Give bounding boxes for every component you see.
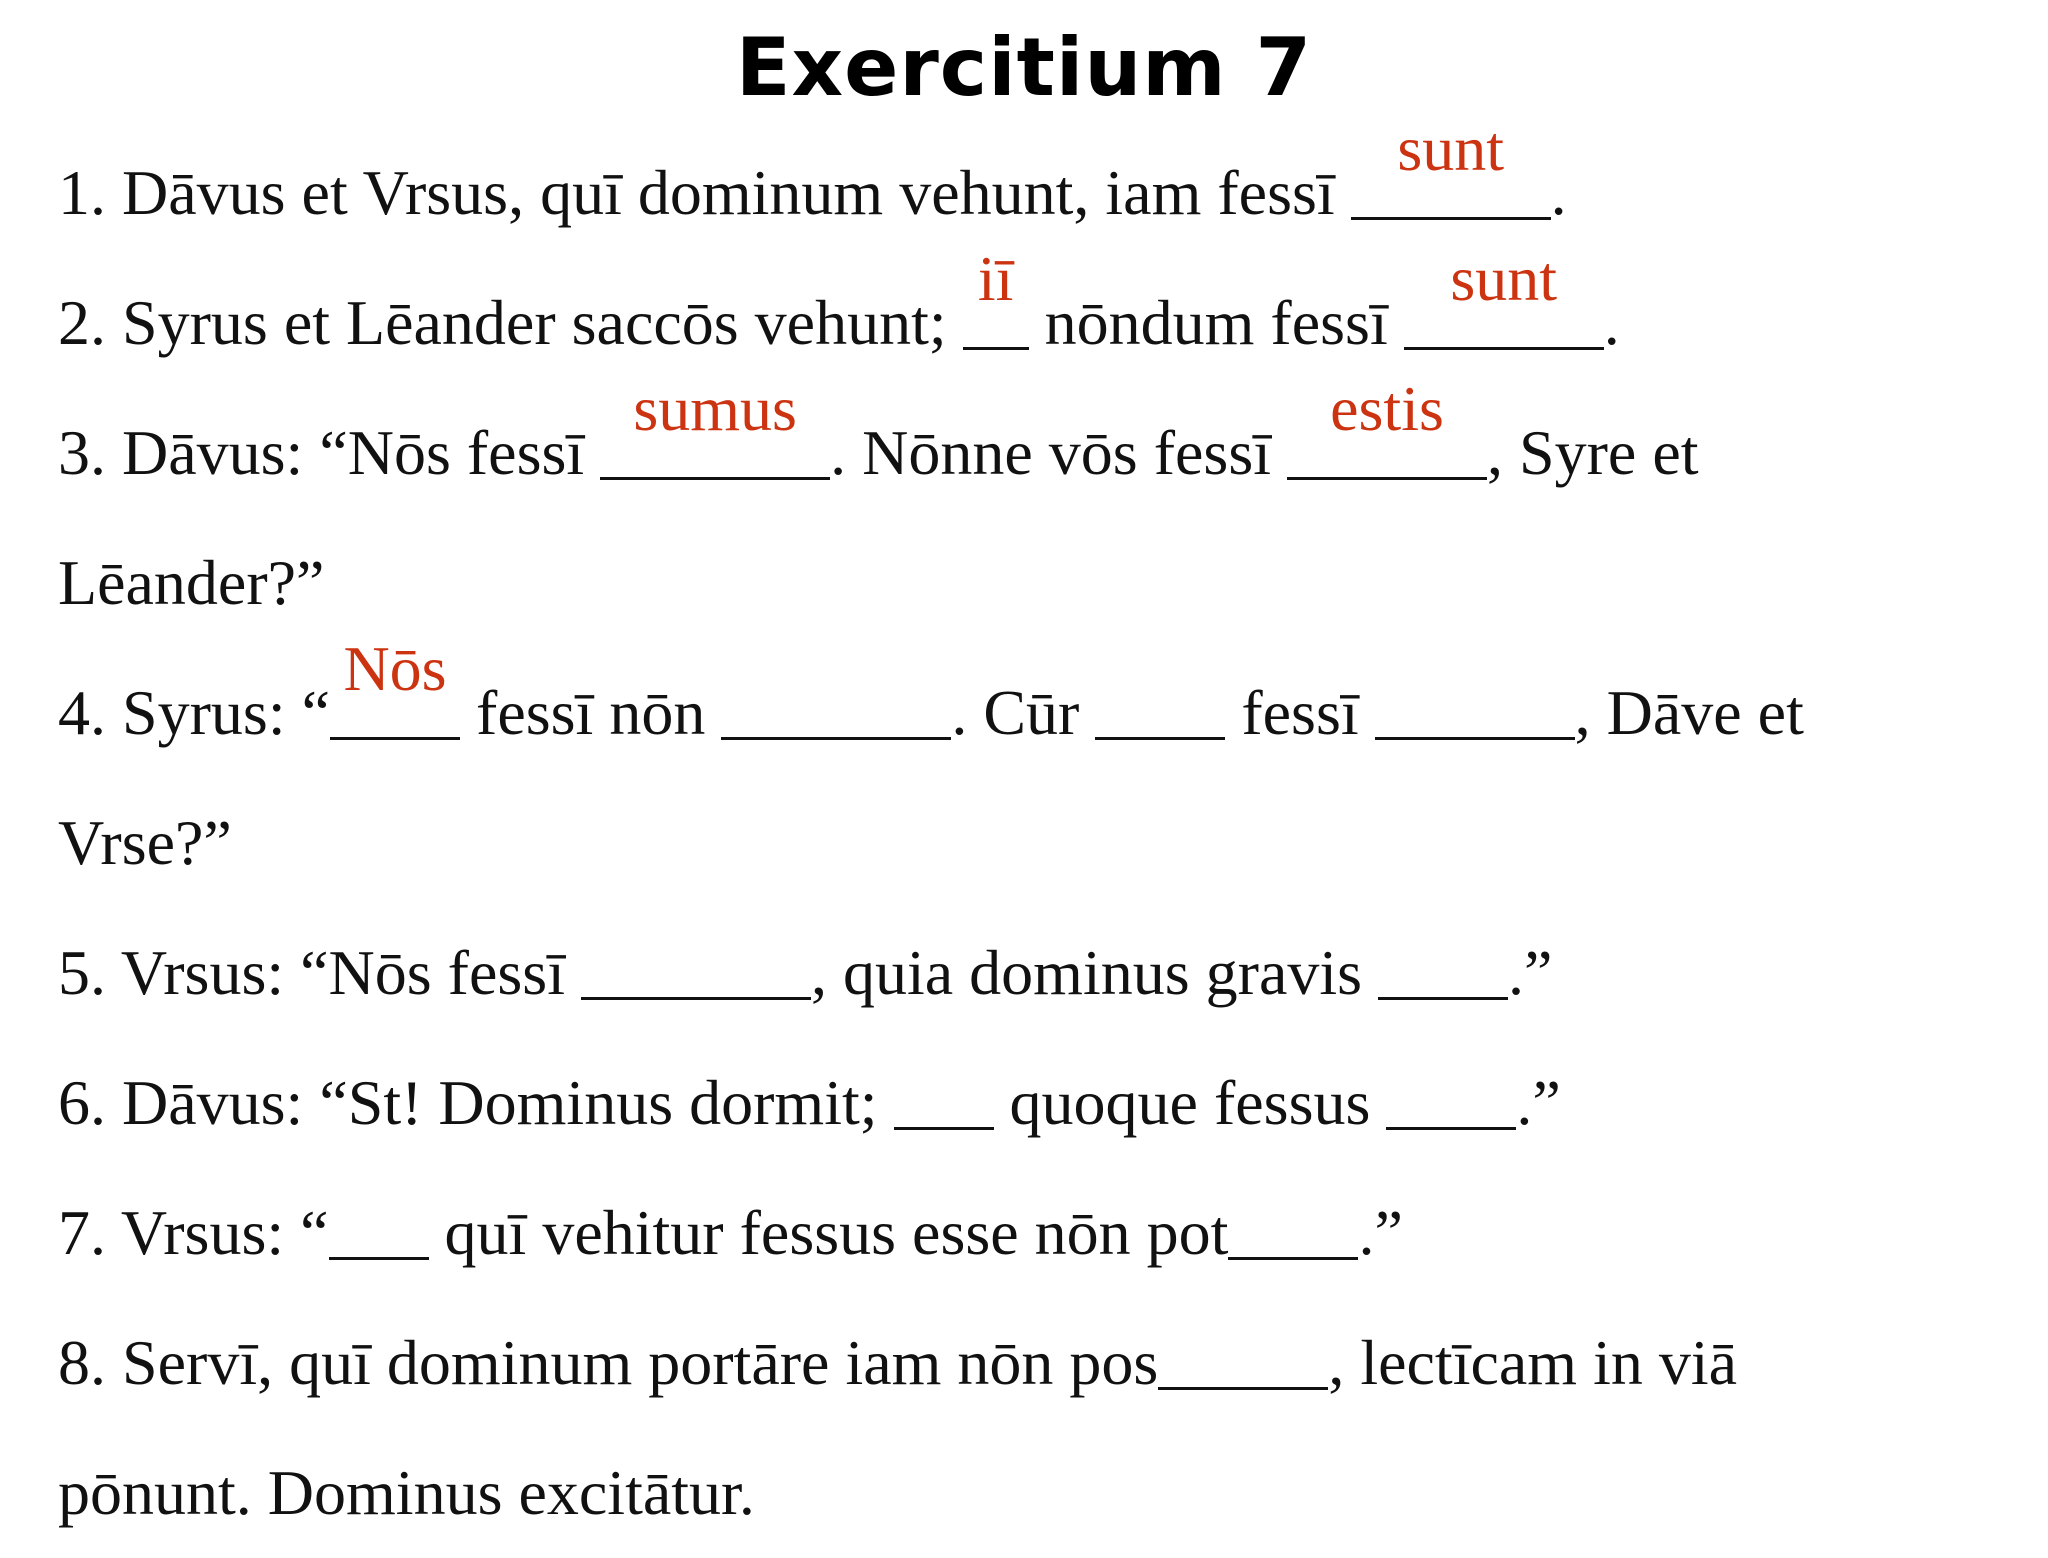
sentence-text: . [1550, 157, 1567, 228]
sentence-text: 7. Vrsus: “ [58, 1197, 329, 1268]
page-title: Exercitium 7 [735, 21, 1313, 114]
sentence-text: . Nōnne vōs fessī [830, 417, 1287, 488]
sentence-text: nōndum fessī [1028, 287, 1404, 358]
empty-blank[interactable] [1228, 1190, 1358, 1254]
sentence-text: 2. Syrus et Lēander saccōs vehunt; [58, 287, 963, 358]
sentence-text: . [1603, 287, 1620, 358]
empty-blank[interactable] [894, 1060, 994, 1124]
empty-blank[interactable] [1378, 930, 1508, 994]
sentence-text: .” [1516, 1067, 1561, 1138]
empty-blank[interactable] [1095, 670, 1225, 734]
empty-blank[interactable] [721, 670, 951, 734]
answer-text: estis [1330, 373, 1444, 444]
sentence-5 [58, 908, 2018, 1038]
sentence-1 [58, 113, 2018, 258]
sentence-text: , Syre et [1487, 417, 1699, 488]
empty-blank[interactable] [581, 930, 811, 994]
sentence-text: .” [1358, 1197, 1403, 1268]
sentence-4 [58, 633, 2018, 778]
sentence-text: Lēander?” [58, 547, 325, 618]
sentence-text: quī vehitur fessus esse nōn pot [428, 1197, 1229, 1268]
sentence-text: , lectīcam in viā [1328, 1327, 1738, 1398]
sentence-8-continued [58, 1428, 2018, 1558]
answer-blank[interactable] [963, 243, 1029, 344]
empty-blank[interactable] [1158, 1320, 1328, 1384]
sentence-text: fessī nōn [460, 677, 722, 748]
sentence-text: fessī [1225, 677, 1375, 748]
sentence-text: Vrse?” [58, 807, 232, 878]
answer-blank[interactable] [1404, 243, 1604, 344]
answer-text: Nōs [343, 633, 447, 704]
answer-text: iī [977, 243, 1014, 314]
answer-text: sunt [1397, 113, 1504, 184]
answer-blank[interactable] [330, 633, 460, 734]
sentence-text: .” [1508, 937, 1553, 1008]
answer-blank[interactable] [600, 373, 830, 474]
sentence-6 [58, 1038, 2018, 1168]
answer-text: sunt [1450, 243, 1558, 314]
sentence-text: pōnunt. Dominus excitātur. [58, 1457, 755, 1528]
sentence-text: 1. Dāvus et Vrsus, quī dominum vehunt, iam fessī [58, 157, 1351, 228]
empty-blank[interactable] [1386, 1060, 1516, 1124]
sentence-3 [58, 373, 2018, 518]
sentence-2 [58, 243, 2018, 388]
sentence-text: quoque fessus [993, 1067, 1387, 1138]
sentence-text: 8. Servī, quī dominum portāre iam nōn pos [58, 1327, 1159, 1398]
sentence-4-continued [58, 778, 2018, 908]
sentence-text: . Cūr [951, 677, 1096, 748]
sentence-7 [58, 1168, 2018, 1298]
sentence-text: 3. Dāvus: “Nōs fessī [58, 417, 601, 488]
sentence-text: 5. Vrsus: “Nōs fessī [58, 937, 581, 1008]
sentence-text: 4. Syrus: “ [58, 677, 330, 748]
answer-text: sumus [633, 373, 797, 444]
answer-blank[interactable] [1351, 113, 1551, 214]
exercise-list [58, 113, 2018, 1558]
sentence-text: , quia dominus gravis [810, 937, 1379, 1008]
sentence-text: , Dāve et [1574, 677, 1804, 748]
empty-blank[interactable] [1375, 670, 1575, 734]
sentence-8 [58, 1298, 2018, 1428]
sentence-text: 6. Dāvus: “St! Dominus dormit; [58, 1067, 894, 1138]
empty-blank[interactable] [329, 1190, 429, 1254]
answer-blank[interactable] [1287, 373, 1487, 474]
